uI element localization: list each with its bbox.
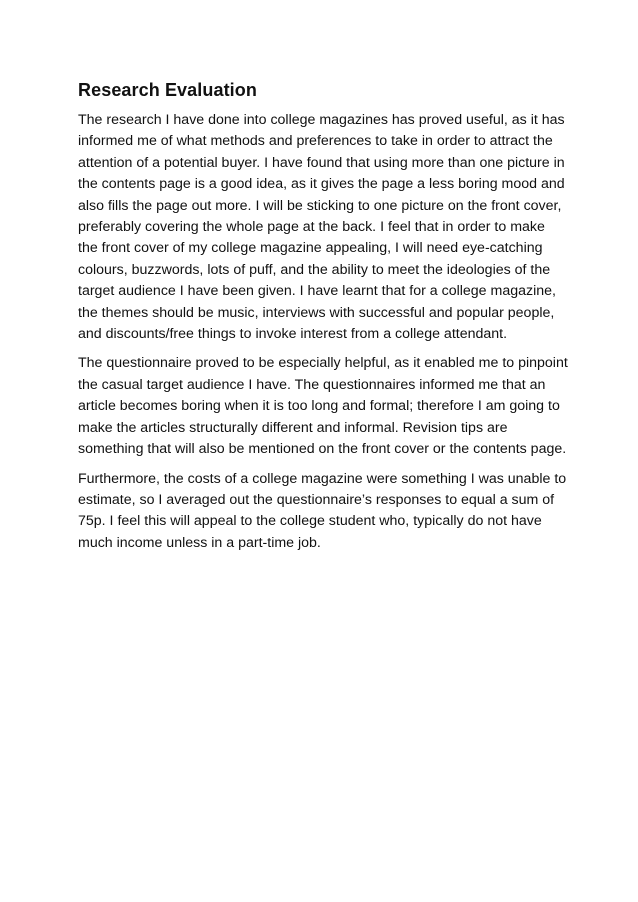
paragraph-costs: Furthermore, the costs of a college magazine were something I was unable to estimate, so I averaged out the questionnaire’s responses to equal a sum of 75p. I feel this will appeal to the college student who, typically do not have much income unless in a part-time job. <box>78 470 567 551</box>
paragraph-research: The research I have done into college magazines has proved useful, as it has informed me of what methods and preferences to take in order to attract the attention of a potential buyer. I have found that using more than one picture in the contents page is a good idea, as it gives the page a less boring mood and also fills the page out more. I will be sticking to one picture on the front cover, preferably covering the whole page at the back. I feel that in order to make the front cover of my college magazine appealing, I will need eye-catching colours, buzzwords, lots of puff, and the ability to meet the ideologies of the target audience I have been given. I have learnt that for a college magazine, the themes should be music, interviews with successful and popular people, and discounts/free things to invoke interest from a college attendant. <box>78 112 565 343</box>
document-body <box>78 78 568 562</box>
paragraph-questionnaire: The questionnaire proved to be especially helpful, as it enabled me to pinpoint the casual target audience I have. The questionnaires informed me that an article becomes boring when it is too long and formal; therefore I am going to make the articles structurally different and informal. Revision tips are something that will also be mentioned on the front cover or the contents page. <box>78 355 568 458</box>
document-title: Research Evaluation <box>78 80 257 100</box>
